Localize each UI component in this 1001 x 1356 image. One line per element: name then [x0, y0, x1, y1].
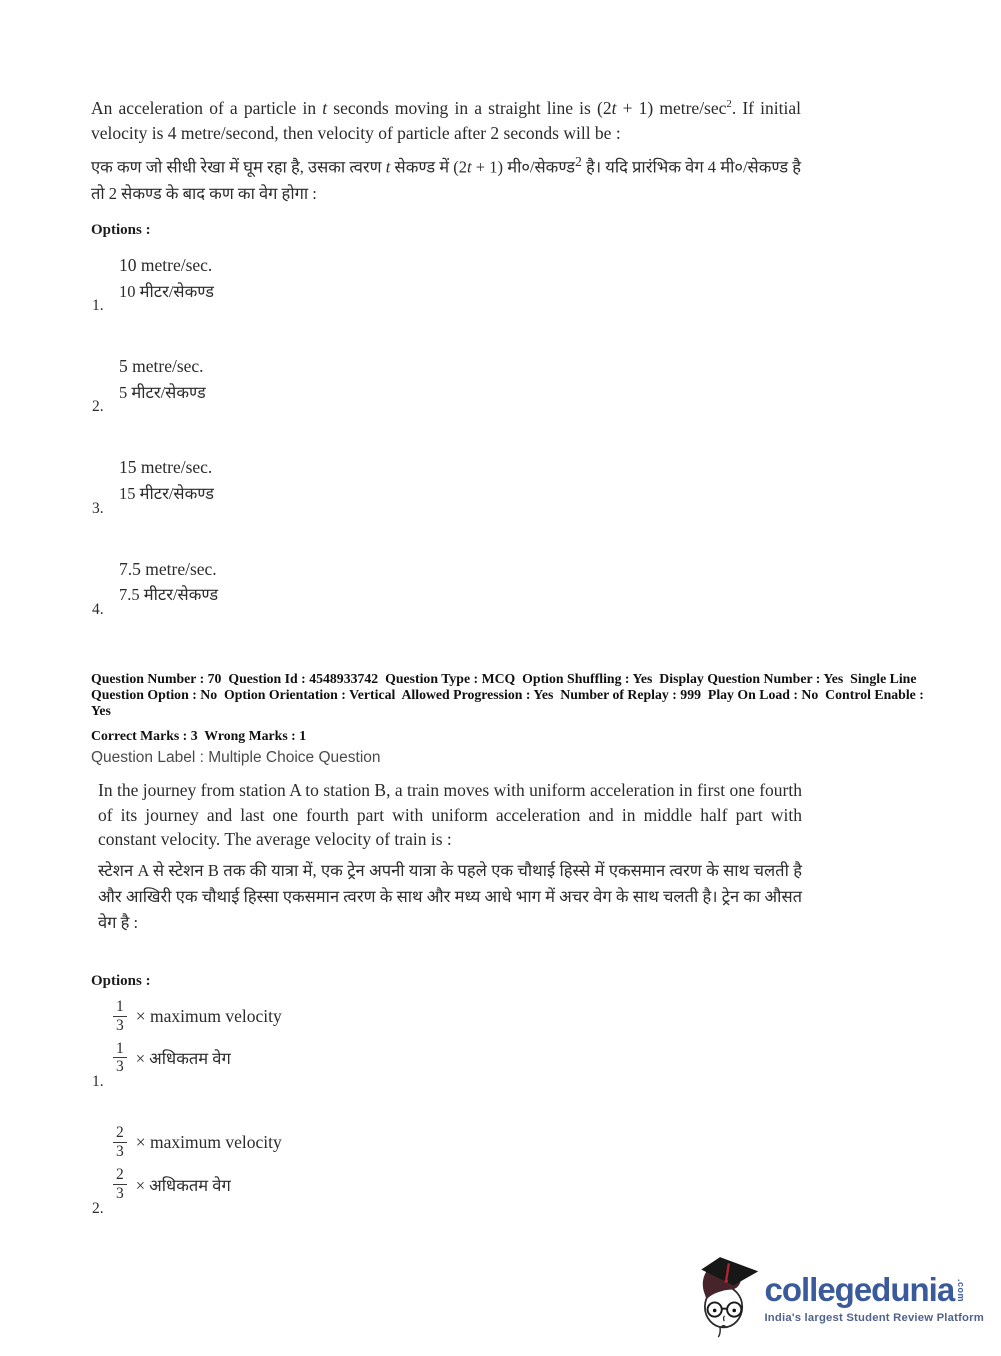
option-number: 1.	[92, 296, 104, 314]
question-2-option-1	[91, 998, 591, 1091]
fraction	[113, 998, 127, 1035]
question-2-text-hindi: स्टेशन A से स्टेशन B तक की यात्रा में, एक ट्रेन अपनी यात्रा के पहले एक चौथाई हिस्से में एकसमान त्वरण के साथ चलती है और आखिरी एक चौथाई हिस्सा एकसमान त्वरण के साथ और मध्य आधे भाग में अचर वेग के साथ चलती है। ट्रेन का औसत वेग है :	[98, 860, 802, 932]
option-text-hindi: × अधिकतम वेग	[135, 1049, 231, 1069]
question-1-option-4	[91, 559, 801, 619]
fraction-numerator: 2	[116, 1124, 124, 1142]
option-number: 2.	[92, 1199, 104, 1217]
logo-brand-text: collegedunia	[764, 1270, 955, 1308]
option-number: 3.	[92, 499, 104, 517]
option-text-english: 10 metre/sec.	[119, 254, 213, 275]
fraction-denominator: 3	[113, 1057, 127, 1076]
option-text-english: × maximum velocity	[135, 1132, 282, 1153]
logo-brand-row	[764, 1270, 984, 1308]
option-text-english: × maximum velocity	[135, 1005, 282, 1026]
option-row-hindi	[113, 1166, 591, 1203]
collegedunia-logo[interactable]	[696, 1253, 984, 1343]
option-number: 2.	[92, 398, 104, 416]
logo-text-column	[764, 1270, 984, 1324]
fraction-numerator: 2	[116, 1165, 124, 1183]
option-text-english: 7.5 metre/sec.	[119, 558, 217, 579]
fraction-numerator: 1	[116, 998, 124, 1015]
option-text-english: 5 metre/sec.	[119, 355, 204, 376]
question-2-options-label: Options :	[91, 973, 151, 989]
option-row-english	[113, 1124, 591, 1161]
option-number: 4.	[92, 600, 104, 618]
fraction-denominator: 3	[113, 1142, 127, 1161]
fraction-denominator: 3	[113, 1016, 127, 1035]
option-row-hindi	[113, 1040, 591, 1077]
question-label: Question Label : Multiple Choice Question	[91, 749, 381, 767]
fraction-numerator: 1	[116, 1039, 124, 1057]
question-metadata-block	[91, 671, 936, 767]
option-text-hindi: 5 मीटर/सेकण्ड	[119, 382, 206, 402]
fraction	[113, 1124, 127, 1161]
option-text-hindi: × अधिकतम वेग	[135, 1175, 231, 1195]
fraction-denominator: 3	[113, 1184, 127, 1203]
option-text-hindi: 15 मीटर/सेकण्ड	[119, 484, 214, 504]
question-1-option-3	[91, 457, 801, 517]
logo-dotcom-suffix: .com	[956, 1278, 967, 1302]
question-2-options-section	[91, 973, 591, 1251]
question-1-text-english: An acceleration of a particle in t seconds moving in a straight line is (2t + 1) metre/$\sec^2$. If initial velocity is 4 metre/second, then velocity of particle after 2 seconds will be :	[91, 98, 801, 143]
question-1-option-1	[91, 255, 801, 315]
question-1-text-hindi: एक कण जो सीधी रेखा में घूम रहा है, उसका त्वरण t सेकण्ड में (2t + 1) मी०/सेकण्ड$^2$ है। यदि प्रारंभिक वेग 4 मी०/सेकण्ड है तो 2 सेकण्ड के बाद कण का वेग होगा :	[91, 153, 801, 203]
fraction	[113, 1040, 127, 1077]
student-mascot-icon	[696, 1253, 760, 1343]
logo-tagline: India's largest Student Review Platform	[764, 1311, 984, 1324]
question-marks: Correct Marks : 3 Wrong Marks : 1	[91, 728, 307, 744]
question-attributes: Question Number : 70 Question Id : 4548933742 Question Type : MCQ Option Shuffling : Yes Display Question Number : Yes Single Line Question Option : No Option Orientation : Vertical Allowed Progression : Yes Number of Replay : 999 Play On Load : No Control Enable : Yes	[91, 671, 927, 719]
question-1-section	[91, 96, 801, 660]
option-row-english	[113, 998, 591, 1035]
option-text-english: 15 metre/sec.	[119, 457, 213, 478]
option-text-hindi: 7.5 मीटर/सेकण्ड	[119, 585, 219, 605]
question-2-section	[98, 778, 802, 936]
question-1-option-2	[91, 356, 801, 416]
option-text-hindi: 10 मीटर/सेकण्ड	[119, 281, 214, 301]
fraction	[113, 1166, 127, 1203]
question-1-options-label: Options :	[91, 221, 151, 238]
option-number: 1.	[92, 1073, 104, 1091]
question-2-option-2	[91, 1124, 591, 1217]
question-2-text-english: In the journey from station A to station B, a train moves with uniform acceleration in first one fourth of its journey and last one fourth part with uniform acceleration and in middle half part with constant velocity. The average velocity of train is :	[98, 780, 802, 849]
